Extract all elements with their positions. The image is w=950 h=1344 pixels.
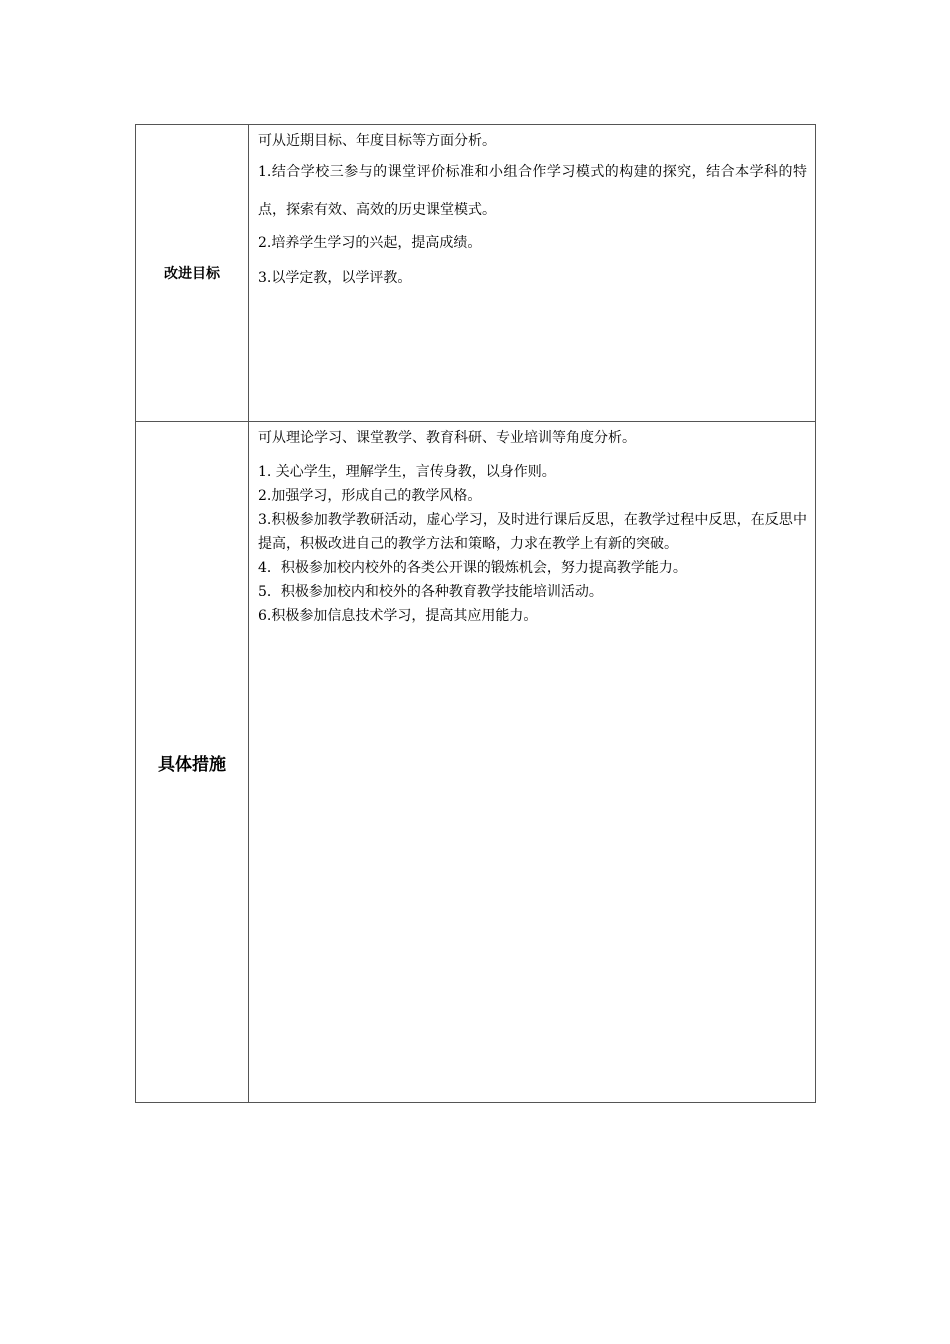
measures-label: 具体措施	[136, 422, 249, 1103]
plan-table	[135, 124, 816, 1103]
measures-intro: 可从理论学习、课堂教学、教育科研、专业培训等角度分析。	[258, 430, 636, 446]
measures-item-4: 4．积极参加校内校外的各类公开课的锻炼机会，努力提高教学能力。	[258, 560, 687, 576]
measures-content	[249, 422, 816, 1103]
goals-content	[249, 125, 816, 422]
measures-row	[136, 422, 816, 1103]
goals-row	[136, 125, 816, 422]
goals-label: 改进目标	[136, 125, 249, 422]
measures-item-5: 5．积极参加校内和校外的各种教育教学技能培训活动。	[258, 584, 603, 600]
measures-item-1: 1. 关心学生，理解学生，言传身教，以身作则。	[258, 464, 556, 480]
goals-item-3: 3.以学定教，以学评教。	[258, 270, 412, 286]
measures-item-6: 6.积极参加信息技术学习，提高其应用能力。	[258, 608, 538, 624]
goals-intro: 可从近期目标、年度目标等方面分析。	[258, 133, 496, 149]
goals-item-1: 1.结合学校三参与的课堂评价标准和小组合作学习模式的构建的探究，结合本学科的特点，探索有效、高效的历史课堂模式。	[258, 164, 807, 218]
measures-item-2: 2.加强学习，形成自己的教学风格。	[258, 488, 482, 504]
goals-item-2: 2.培养学生学习的兴起，提高成绩。	[258, 235, 482, 251]
measures-item-3: 3.积极参加教学教研活动，虚心学习，及时进行课后反思，在教学过程中反思，在反思中提高，积极改进自己的教学方法和策略，力求在教学上有新的突破。	[258, 512, 807, 552]
